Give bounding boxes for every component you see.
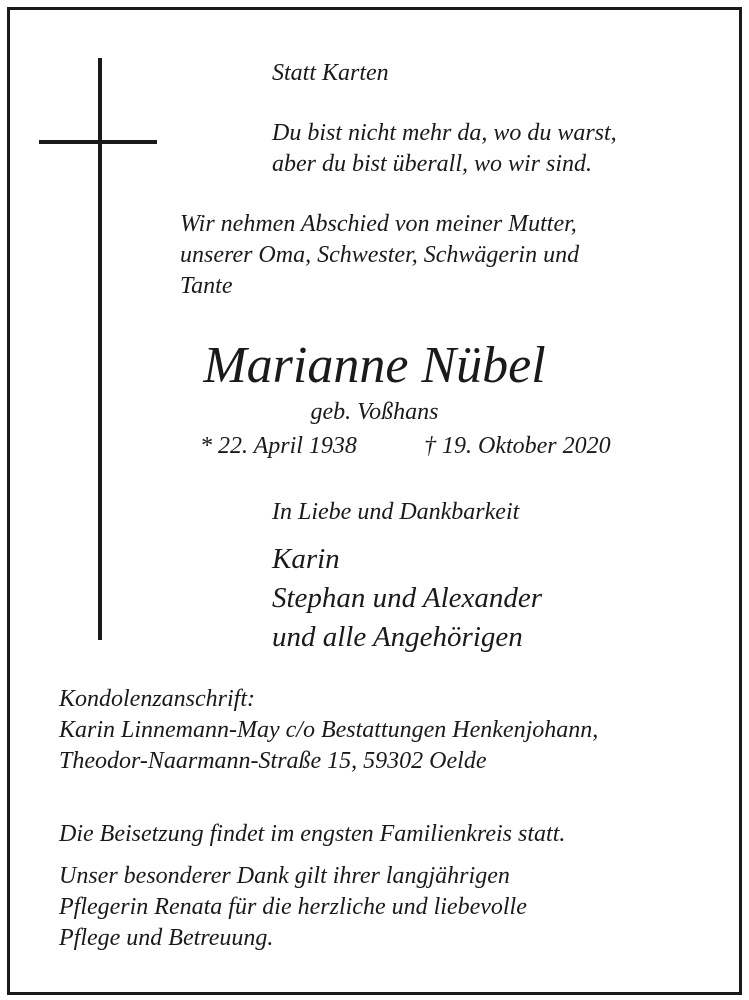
birth-name: geb. Voßhans	[310, 399, 439, 425]
address-line-2: Theodor-Naarmann-Straße 15, 59302 Oelde	[59, 748, 487, 774]
intro-line-3: Tante	[180, 273, 233, 299]
mourner-line-1: Karin	[272, 543, 340, 575]
burial-note: Die Beisetzung findet im engsten Familienkreis statt.	[59, 821, 566, 847]
intro-line-1: Wir nehmen Abschied von meiner Mutter,	[180, 211, 577, 237]
cross-icon-bar	[39, 140, 157, 144]
deceased-name: Marianne Nübel	[203, 337, 546, 394]
intro-line-2: unserer Oma, Schwester, Schwägerin und	[180, 242, 580, 268]
mourner-line-2: Stephan und Alexander	[272, 582, 543, 614]
mourner-line-3: und alle Angehörigen	[272, 621, 523, 653]
birth-date: * 22. April 1938	[200, 433, 357, 459]
mourners-intro: In Liebe und Dankbarkeit	[272, 499, 520, 525]
address-line-1: Karin Linnemann-May c/o Bestattungen Henkenjohann,	[59, 717, 599, 743]
address-label: Kondolenzanschrift:	[59, 686, 255, 712]
quote-line-2: aber du bist überall, wo wir sind.	[272, 151, 593, 177]
statt-karten: Statt Karten	[272, 60, 389, 86]
thanks-line-2: Pflegerin Renata für die herzliche und liebevolle	[59, 894, 527, 920]
death-date: † 19. Oktober 2020	[424, 433, 611, 459]
thanks-line-1: Unser besonderer Dank gilt ihrer langjährigen	[59, 863, 510, 889]
thanks-line-3: Pflege und Betreuung.	[59, 925, 274, 951]
quote-line-1: Du bist nicht mehr da, wo du warst,	[272, 120, 617, 146]
